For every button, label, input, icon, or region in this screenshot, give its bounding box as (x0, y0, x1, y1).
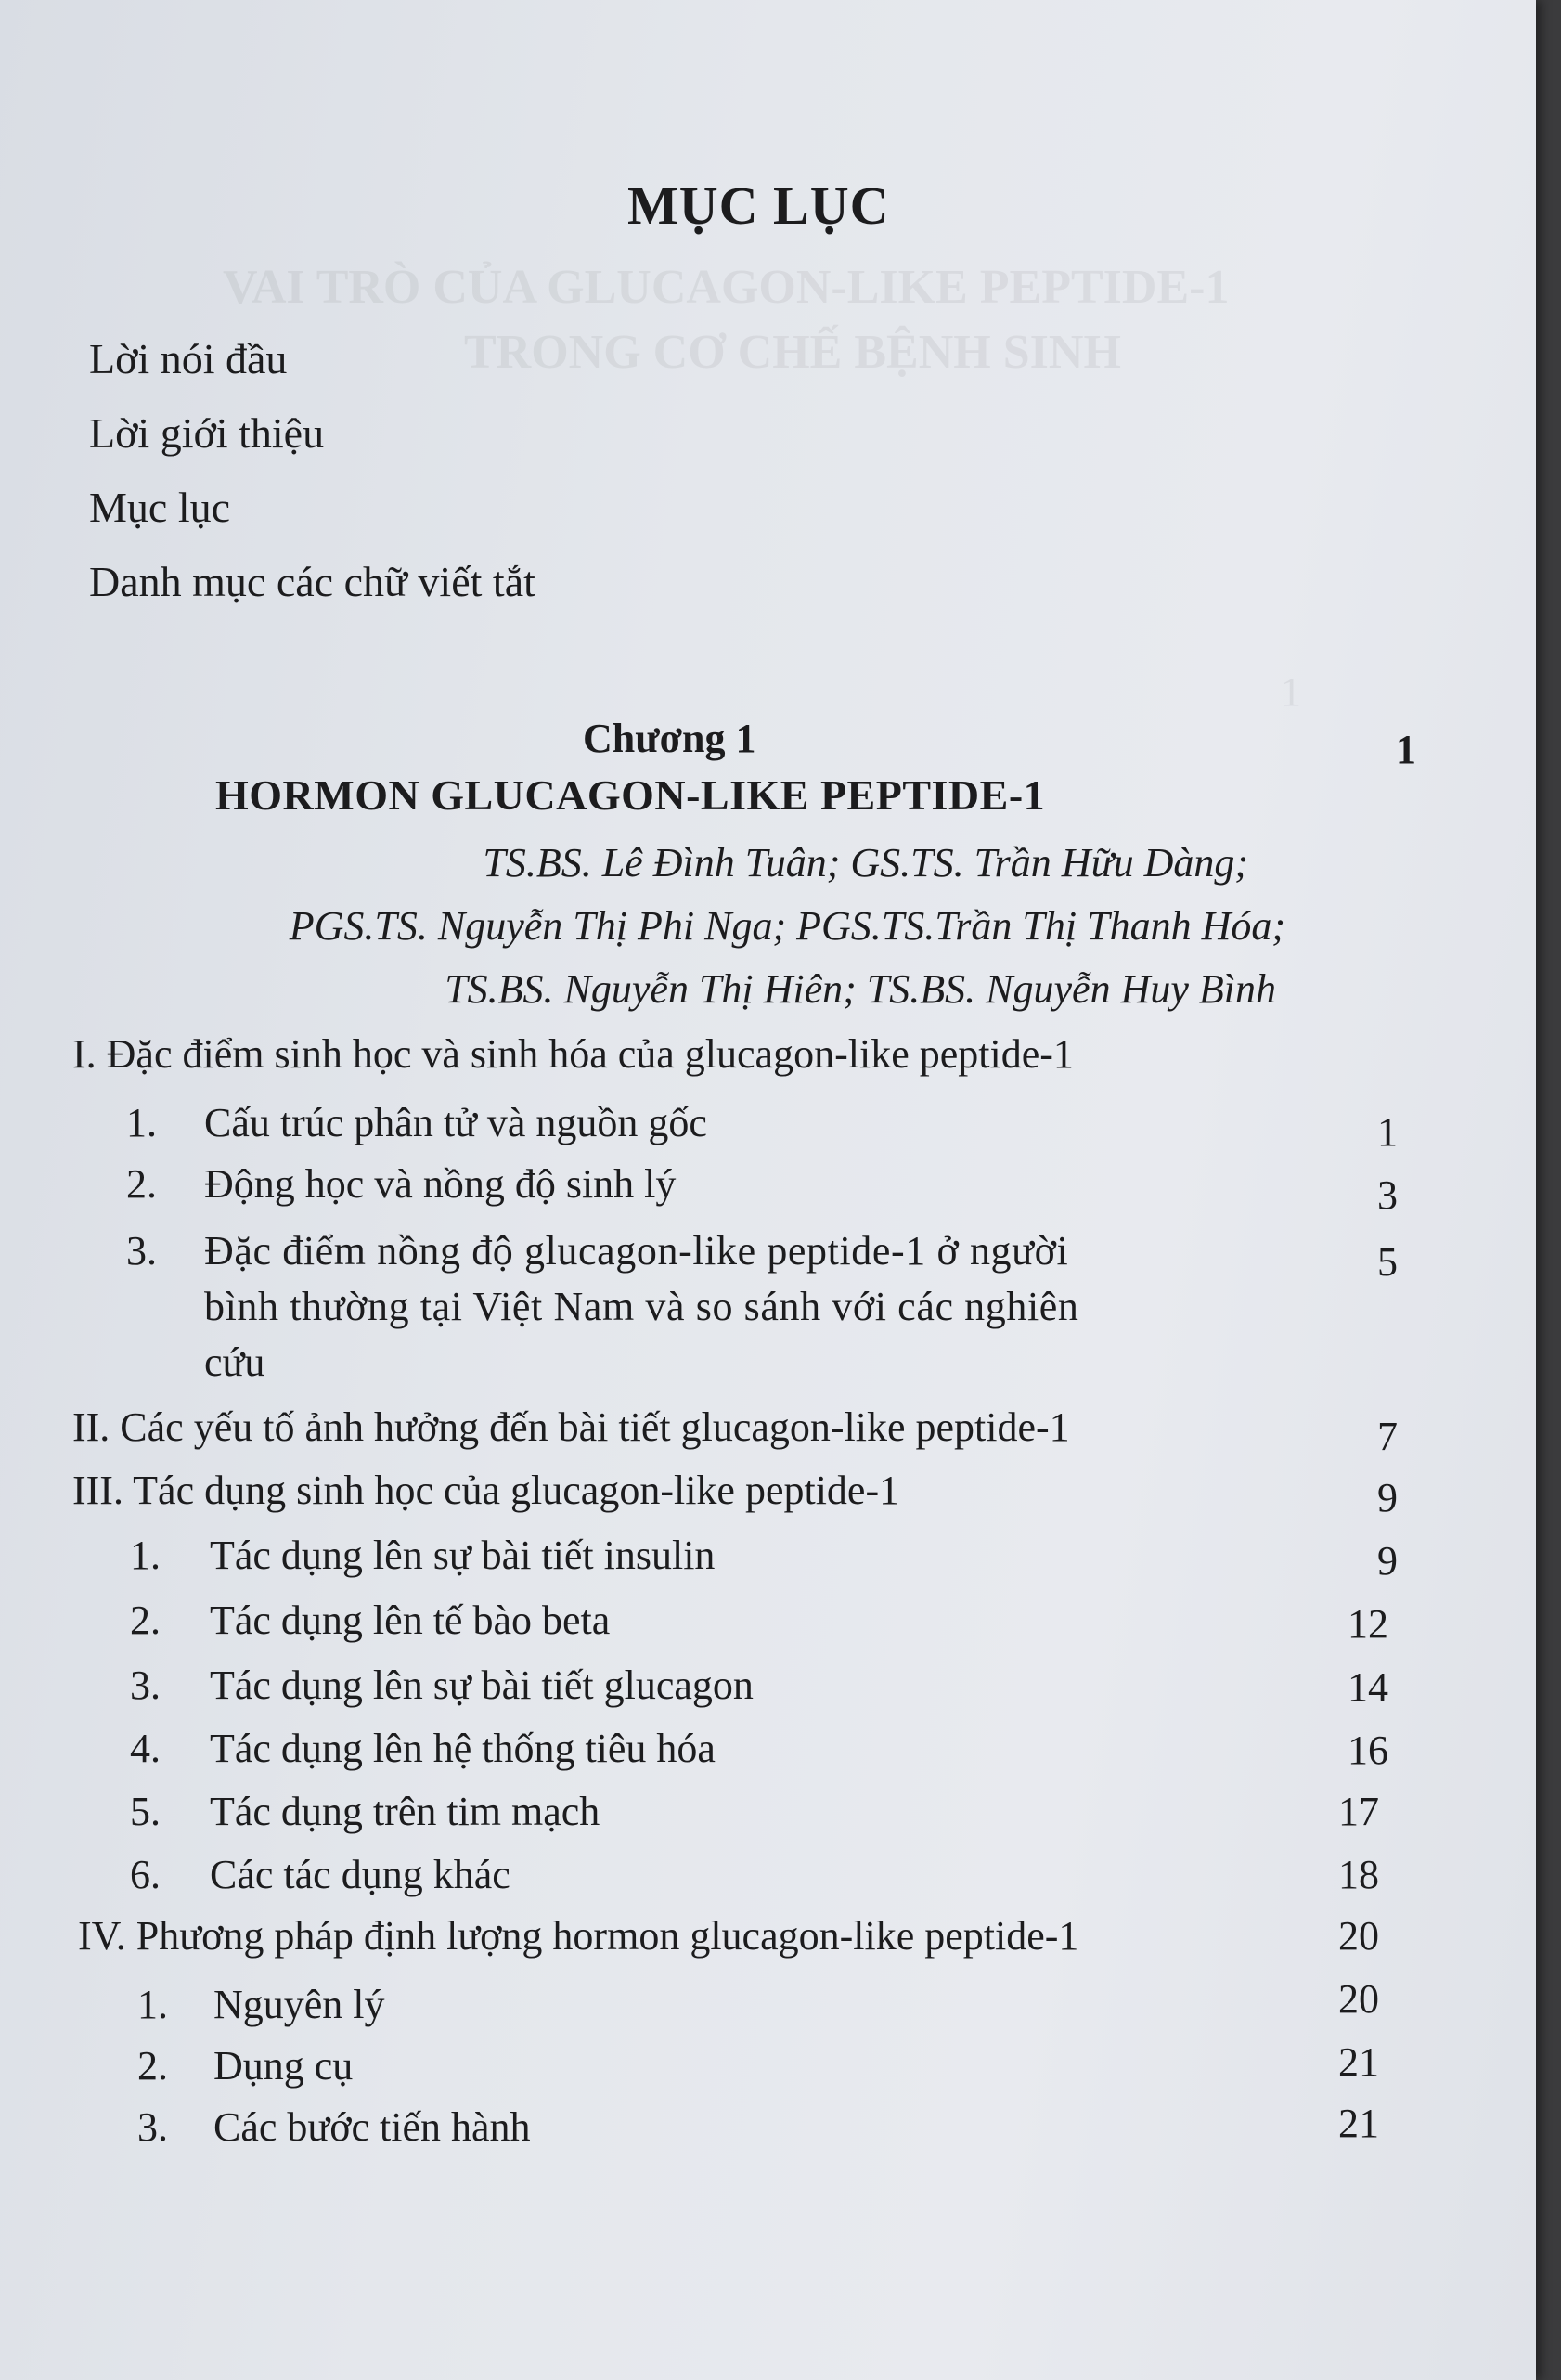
toc-item-number: 5. (130, 1789, 161, 1834)
bleed-through-text: TRONG CƠ CHẾ BỆNH SINH (464, 326, 1121, 379)
toc-item-number: 2. (126, 1161, 157, 1207)
toc-front-item: Lời nói đầu (89, 335, 288, 382)
toc-item-number: 2. (137, 2043, 168, 2089)
toc-item-title: Tác dụng lên tế bào beta (210, 1597, 611, 1643)
toc-page-number: 14 (1348, 1664, 1388, 1710)
toc-item-title: Tác dụng trên tim mạch (210, 1789, 600, 1834)
toc-item-number: 6. (130, 1852, 161, 1897)
toc-section-heading: III. Tác dụng sinh học của glucagon-like peptide-1 (72, 1468, 900, 1513)
toc-item-number: 3. (126, 1228, 157, 1274)
toc-page-number: 9 (1377, 1475, 1398, 1520)
toc-item-title: Tác dụng lên sự bài tiết insulin (210, 1533, 716, 1578)
toc-page-number: 20 (1338, 1976, 1379, 2022)
toc-page-number: 21 (1338, 2101, 1379, 2146)
chapter-authors-line: PGS.TS. Nguyễn Thị Phi Nga; PGS.TS.Trần Thị Thanh Hóa; (289, 903, 1285, 949)
bleed-through-text: VAI TRÒ CỦA GLUCAGON-LIKE PEPTIDE-1 (223, 261, 1230, 314)
toc-section-heading: IV. Phương pháp định lượng hormon glucagon-like peptide-1 (78, 1913, 1079, 1959)
toc-page-number: 20 (1338, 1913, 1379, 1959)
bleed-through-text: 1 (1281, 669, 1301, 715)
toc-page-number: 7 (1377, 1414, 1398, 1459)
toc-item-title: Dụng cụ (213, 2043, 354, 2089)
toc-item-number: 4. (130, 1726, 161, 1771)
toc-page-number: 5 (1377, 1239, 1398, 1285)
toc-section-heading: II. Các yếu tố ảnh hưởng đến bài tiết glucagon-like peptide-1 (72, 1404, 1070, 1450)
toc-item-number: 3. (137, 2104, 168, 2150)
toc-item-title: Cấu trúc phân tử và nguồn gốc (204, 1100, 707, 1145)
toc-item-number: 1. (130, 1533, 161, 1578)
chapter-page-number: 1 (1396, 727, 1416, 772)
page-title: MỤC LỤC (627, 175, 890, 236)
toc-item-title: Các tác dụng khác (210, 1852, 510, 1897)
toc-item-title: Các bước tiến hành (213, 2104, 531, 2150)
toc-page-number: 12 (1348, 1601, 1388, 1647)
toc-item-number: 1. (137, 1982, 168, 2027)
toc-front-item: Mục lục (89, 484, 231, 531)
toc-item-title: Tác dụng lên sự bài tiết glucagon (210, 1662, 754, 1708)
toc-item-title: Nguyên lý (213, 1982, 385, 2027)
toc-item-title: Đặc điểm nồng độ glucagon-like peptide-1 ở người (204, 1228, 1069, 1274)
toc-page-number: 17 (1338, 1789, 1379, 1834)
toc-section-heading: I. Đặc điểm sinh học và sinh hóa của glucagon-like peptide-1 (72, 1031, 1074, 1077)
toc-item-title: Động học và nồng độ sinh lý (204, 1161, 677, 1207)
chapter-title: HORMON GLUCAGON-LIKE PEPTIDE-1 (215, 771, 1046, 819)
toc-page-number: 18 (1338, 1852, 1379, 1897)
toc-item-number: 2. (130, 1597, 161, 1643)
toc-item-title-continued: cứu (204, 1339, 265, 1385)
toc-page-number: 3 (1377, 1172, 1398, 1218)
chapter-authors-line: TS.BS. Lê Đình Tuân; GS.TS. Trần Hữu Dàng; (483, 840, 1248, 886)
toc-page-number: 1 (1377, 1109, 1398, 1155)
toc-front-item: Lời giới thiệu (89, 409, 325, 457)
toc-page-number: 9 (1377, 1538, 1398, 1584)
chapter-label: Chương 1 (583, 716, 756, 761)
toc-page-number: 16 (1348, 1727, 1388, 1773)
toc-page-number: 21 (1338, 2039, 1379, 2085)
chapter-authors-line: TS.BS. Nguyễn Thị Hiên; TS.BS. Nguyễn Huy Bình (445, 966, 1276, 1012)
toc-front-item: Danh mục các chữ viết tắt (89, 558, 535, 605)
toc-item-number: 1. (126, 1100, 157, 1145)
toc-item-title: Tác dụng lên hệ thống tiêu hóa (210, 1726, 716, 1771)
toc-item-number: 3. (130, 1662, 161, 1708)
toc-item-title-continued: bình thường tại Việt Nam và so sánh với các nghiên (204, 1284, 1079, 1329)
